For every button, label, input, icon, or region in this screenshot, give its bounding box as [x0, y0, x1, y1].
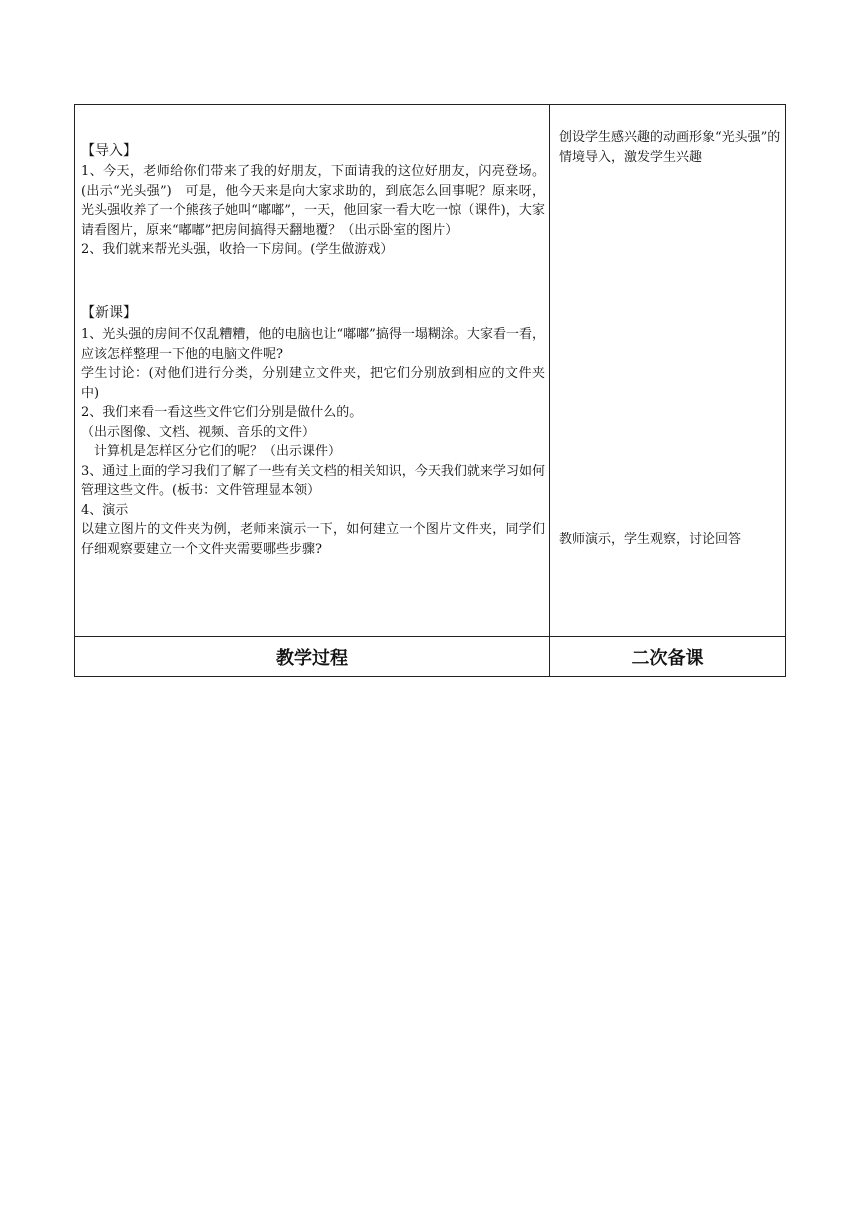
new-lesson-paragraph-6: 3、通过上面的学习我们了解了一些有关文档的相关知识，今天我们就来学习如何管理这些文件。(板书：文件管理显本领） — [81, 463, 545, 498]
new-lesson-content — [81, 325, 545, 559]
new-lesson-paragraph-1: 1、光头强的房间不仅乱糟糟，他的电脑也让“嘟嘟”搞得一塌糊涂。大家看一看，应该怎样整理一下他的电脑文件呢? — [81, 327, 545, 362]
intro-content — [81, 162, 545, 260]
new-lesson-paragraph-8: 以建立图片的文件夹为例，老师来演示一下，如何建立一个图片文件夹，同学们仔细观察要建立一个文件夹需要哪些步骤? — [81, 522, 545, 557]
teaching-process-cell — [75, 105, 550, 636]
new-lesson-paragraph-2: 学生讨论：(对他们进行分类，分别建立文件夹，把它们分别放到相应的文件夹中) — [81, 366, 545, 401]
new-lesson-paragraph-3: 2、我们来看一看这些文件它们分别是做什么的。 — [81, 405, 363, 420]
demo-note: 教师演示，学生观察，讨论回答 — [559, 532, 742, 547]
table-footer-row — [75, 636, 785, 676]
new-lesson-paragraph-7: 4、演示 — [81, 502, 129, 518]
new-lesson-paragraph-5: 计算机是怎样区分它们的呢？（出示课件） — [81, 444, 342, 459]
secondary-prep-cell — [550, 105, 785, 636]
new-lesson-heading: 【新课】 — [81, 305, 137, 321]
lesson-plan-table — [74, 104, 786, 677]
intro-heading: 【导入】 — [81, 143, 137, 159]
new-lesson-paragraph-4: （出示图像、文档、视频、音乐的文件） — [81, 424, 316, 440]
intro-paragraph-1: 1、今天，老师给你们带来了我的好朋友，下面请我的这位好朋友，闪亮登场。(出示“光头强”) 可是，他今天来是向大家求助的，到底怎么回事呢？原来呀，光头强收养了一个熊孩子她叫“嘟嘟”，一天，他回家一看大吃一惊（课件)，大家请看图片，原来“嘟嘟”把房间搞得天翻地覆？（出示卧室的图片） — [81, 164, 545, 238]
intro-paragraph-2: 2、我们就来帮光头强，收拾一下房间。(学生做游戏） — [81, 242, 394, 257]
intro-note: 创设学生感兴趣的动画形象“光头强”的情境导入，激发学生兴趣 — [559, 130, 781, 165]
teaching-process-label: 教学过程 — [75, 637, 550, 677]
secondary-prep-label: 二次备课 — [631, 648, 704, 669]
